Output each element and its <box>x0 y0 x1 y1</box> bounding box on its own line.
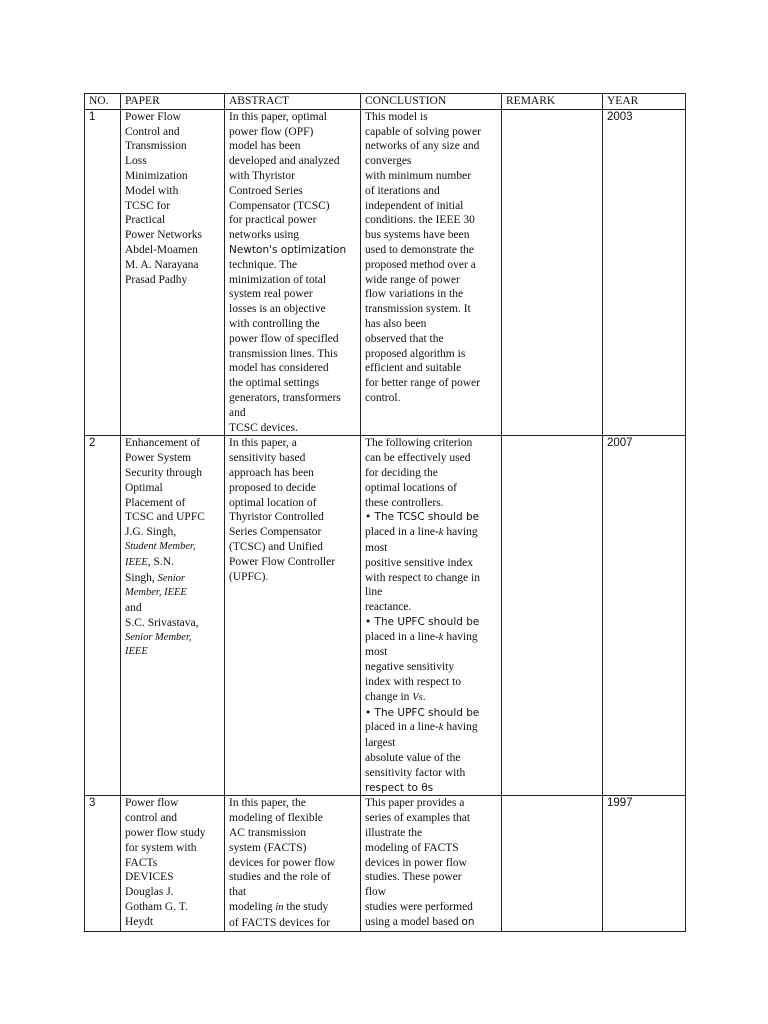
text-line: Transmission <box>125 140 187 153</box>
remark-cell <box>502 436 603 796</box>
text-line: In this paper, the <box>229 797 306 810</box>
text-line <box>229 900 356 916</box>
text-line: Practical <box>125 214 166 227</box>
abstract-cell <box>225 109 361 436</box>
table-row <box>85 436 686 796</box>
header-conclusion: CONCLUSTION <box>361 94 502 110</box>
text-line: wide range of power <box>365 273 460 286</box>
text-line: flow <box>365 886 387 899</box>
text-line: TCSC for <box>125 199 171 212</box>
text-run: placed in a line- <box>365 630 439 643</box>
text-line: flow variations in the <box>365 288 464 301</box>
text-line: AC transmission <box>229 827 306 840</box>
text-line: modeling of FACTS <box>365 841 459 854</box>
text-run: k <box>438 631 444 643</box>
header-paper: PAPER <box>121 94 225 110</box>
text-run: , S.N. <box>147 555 174 568</box>
text-line: modeling of flexible <box>229 812 323 825</box>
text-line: Placement of <box>125 496 186 509</box>
text-line: Controed Series <box>229 184 303 197</box>
text-line: for better range of power <box>365 377 480 390</box>
text-line: Control and <box>125 125 180 138</box>
text-run: change in <box>365 690 413 703</box>
text-line: reactance. <box>365 601 412 614</box>
header-no: NO. <box>85 94 121 110</box>
text-line: devices in power flow <box>365 856 467 869</box>
header-row <box>85 94 686 110</box>
text-line: technique. The <box>229 258 298 271</box>
text-line: DEVICES <box>125 871 174 884</box>
text-line <box>365 525 497 541</box>
text-line: proposed algorithm is <box>365 347 466 360</box>
text-line: networks using <box>229 229 299 242</box>
text-line: independent of initial <box>365 199 464 212</box>
text-run: placed in a line- <box>365 526 439 539</box>
text-line: with respect to change in <box>365 571 480 584</box>
text-line: that <box>229 886 247 899</box>
text-line: TCSC and UPFC <box>125 511 205 524</box>
text-line: J.G. Singh, <box>125 526 177 539</box>
text-line: M. A. Narayana <box>125 258 199 271</box>
text-line: power flow (OPF) <box>229 125 314 138</box>
text-line: index with respect to <box>365 676 462 689</box>
text-line: most <box>365 541 388 554</box>
text-line <box>365 690 497 706</box>
text-line: The following criterion <box>365 437 473 450</box>
text-run: modeling <box>229 901 276 914</box>
abstract-cell <box>225 796 361 931</box>
text-line: Optimal <box>125 481 163 494</box>
text-run: having <box>443 721 478 734</box>
text-line: largest <box>365 737 396 750</box>
text-run: IEEE <box>125 556 148 568</box>
text-line: Loss <box>125 155 147 168</box>
text-run: Senior <box>157 572 186 584</box>
text-line: positive sensitive index <box>365 556 473 569</box>
text-line: Power Flow Controller <box>229 555 336 568</box>
text-line <box>365 720 497 736</box>
text-line: minimization of total <box>229 273 327 286</box>
text-line: This model is <box>365 110 428 123</box>
text-line: transmission lines. This <box>229 347 338 360</box>
year-cell: 2007 <box>603 436 686 796</box>
text-line: developed and analyzed <box>229 155 340 168</box>
text-line: Douglas J. <box>125 886 174 899</box>
text-line: generators, transformers <box>229 391 341 404</box>
text-line: observed that the <box>365 332 444 345</box>
text-line: studies were performed <box>365 901 473 914</box>
text-line: efficient and suitable <box>365 362 462 375</box>
header-remark: REMARK <box>502 94 603 110</box>
text-run: having <box>443 630 478 643</box>
text-line: approach has been <box>229 466 314 479</box>
text-line: and <box>125 602 142 615</box>
text-line: In this paper, optimal <box>229 110 327 123</box>
text-line: control. <box>365 391 401 404</box>
text-run: using a model based <box>365 915 462 928</box>
text-line: Senior Member, <box>125 631 192 643</box>
text-line: Abdel-Moamen <box>125 243 198 256</box>
paper-cell <box>121 109 225 436</box>
text-line: converges <box>365 155 412 168</box>
text-line: for system with <box>125 841 197 854</box>
text-line: Heydt <box>125 915 154 928</box>
text-line: negative sensitivity <box>365 661 455 674</box>
row-number: 1 <box>85 109 121 436</box>
text-line: sensitivity based <box>229 452 306 465</box>
text-line: control and <box>125 812 178 825</box>
text-line: Newton's optimization <box>229 243 347 256</box>
text-line: Enhancement of <box>125 437 201 450</box>
text-run: Singh, <box>125 571 158 584</box>
text-run: Vs <box>412 691 423 703</box>
text-line: of FACTS devices for <box>229 916 331 929</box>
text-line: (UPFC). <box>229 570 269 583</box>
text-line: FACTs <box>125 856 158 869</box>
text-line: TCSC devices. <box>229 421 298 434</box>
text-line: sensitivity factor with <box>365 766 466 779</box>
text-line: Security through <box>125 466 202 479</box>
text-line: studies. These power <box>365 871 462 884</box>
row-number: 3 <box>85 796 121 931</box>
text-line: devices for power flow <box>229 856 336 869</box>
text-line: for practical power <box>229 214 317 227</box>
text-line: Minimization <box>125 169 188 182</box>
text-line: system (FACTS) <box>229 841 307 854</box>
text-line: In this paper, a <box>229 437 297 450</box>
text-line: Power Flow <box>125 110 181 123</box>
text-line: the optimal settings <box>229 377 320 390</box>
table-row <box>85 796 686 931</box>
text-line: Power System <box>125 452 192 465</box>
conclusion-cell <box>361 436 502 796</box>
text-line: Prasad Padhy <box>125 273 188 286</box>
text-line: losses is an objective <box>229 303 326 316</box>
text-line: Power Networks <box>125 229 202 242</box>
text-run: the study <box>283 901 329 914</box>
text-line: Power flow <box>125 797 179 810</box>
text-line: of iterations and <box>365 184 440 197</box>
text-run: on <box>461 915 475 928</box>
literature-review-table <box>84 93 686 932</box>
header-year: YEAR <box>603 94 686 110</box>
text-line: This paper provides a <box>365 797 465 810</box>
paper-cell <box>121 436 225 796</box>
text-line: system real power <box>229 288 313 301</box>
text-line: and <box>229 406 246 419</box>
text-line: Model with <box>125 184 179 197</box>
text-line: proposed to decide <box>229 481 316 494</box>
text-line: transmission system. It <box>365 303 471 316</box>
text-line: bus systems have been <box>365 229 470 242</box>
text-line: with minimum number <box>365 169 472 182</box>
text-line: line <box>365 586 383 599</box>
text-line: studies and the role of <box>229 871 331 884</box>
remark-cell <box>502 796 603 931</box>
table-row <box>85 109 686 436</box>
text-line: Thyristor Controlled <box>229 511 324 524</box>
text-line: for deciding the <box>365 466 438 479</box>
text-line: model has been <box>229 140 301 153</box>
text-line: with Thyristor <box>229 169 295 182</box>
text-run: in <box>275 902 284 914</box>
text-line: Student Member, <box>125 540 196 552</box>
text-line: S.C. Srivastava, <box>125 616 199 629</box>
conclusion-cell <box>361 796 502 931</box>
text-line: with controlling the <box>229 317 320 330</box>
text-run: k <box>438 722 444 734</box>
text-line: Member, IEEE <box>125 587 187 599</box>
year-cell: 1997 <box>603 796 686 931</box>
text-line: power flow of specifled <box>229 332 339 345</box>
row-number: 2 <box>85 436 121 796</box>
paper-cell <box>121 796 225 931</box>
text-line: conditions. the IEEE 30 <box>365 214 475 227</box>
text-line: respect to θs <box>365 781 434 794</box>
header-abstract: ABSTRACT <box>225 94 361 110</box>
text-line: • The UPFC should be <box>365 615 480 628</box>
text-line: Series Compensator <box>229 526 322 539</box>
text-line: Gotham G. T. <box>125 901 188 914</box>
text-line: illustrate the <box>365 827 423 840</box>
text-line: • The UPFC should be <box>365 706 480 719</box>
text-line: series of examples that <box>365 812 471 825</box>
text-line: networks of any size and <box>365 140 480 153</box>
text-run: k <box>438 527 444 539</box>
remark-cell <box>502 109 603 436</box>
text-line: power flow study <box>125 827 206 840</box>
text-line: model has considered <box>229 362 329 375</box>
text-run: placed in a line- <box>365 721 439 734</box>
text-line: can be effectively used <box>365 452 471 465</box>
text-line: absolute value of the <box>365 752 461 765</box>
text-line: optimal location of <box>229 496 317 509</box>
text-line: proposed method over a <box>365 258 476 271</box>
text-line <box>125 555 220 571</box>
text-line <box>365 915 497 930</box>
year-cell: 2003 <box>603 109 686 436</box>
text-line: IEEE <box>125 646 148 658</box>
text-line: • The TCSC should be <box>365 511 480 524</box>
text-run: . <box>422 690 426 703</box>
text-line: has also been <box>365 317 427 330</box>
text-line: used to demonstrate the <box>365 243 474 256</box>
text-line: (TCSC) and Unified <box>229 540 323 553</box>
text-line <box>365 630 497 646</box>
text-line <box>125 571 220 587</box>
text-line: most <box>365 646 388 659</box>
conclusion-cell <box>361 109 502 436</box>
text-line: optimal locations of <box>365 481 457 494</box>
abstract-cell <box>225 436 361 796</box>
text-line: capable of solving power <box>365 125 481 138</box>
text-line: these controllers. <box>365 496 444 509</box>
text-line: Compensator (TCSC) <box>229 199 330 212</box>
text-run: having <box>443 526 478 539</box>
